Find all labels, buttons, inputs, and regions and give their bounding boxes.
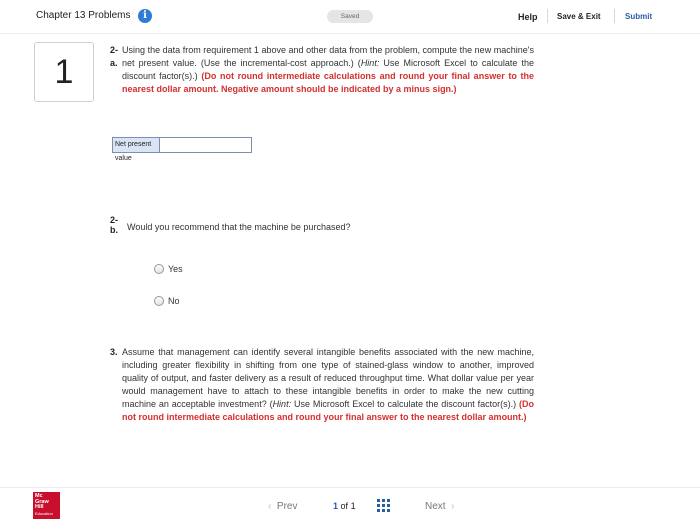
info-icon[interactable]: i	[138, 9, 152, 23]
part-2b-label-top: 2-	[110, 215, 119, 225]
radio-label-no: No	[168, 296, 180, 306]
part-2b-label	[110, 215, 118, 235]
logo-line-1: Mc	[35, 493, 43, 499]
save-exit-button[interactable]: Save & Exit	[557, 12, 601, 21]
prev-label: Prev	[276, 501, 298, 512]
part-2a-label-bottom: a.	[110, 58, 118, 68]
part-3-label: 3.	[110, 347, 118, 357]
prev-button[interactable]	[268, 501, 297, 512]
part-3-hint-word: Hint:	[272, 399, 292, 409]
radio-option-no[interactable]	[154, 296, 180, 306]
logo-line-4: Education	[35, 510, 53, 516]
logo-line-3: Hill	[35, 504, 44, 510]
header-divider	[614, 9, 615, 23]
part-2a-hint-word: Hint:	[360, 58, 380, 68]
help-button[interactable]: Help	[518, 12, 538, 22]
next-button[interactable]	[425, 501, 454, 512]
submit-button[interactable]: Submit	[625, 12, 653, 21]
part-2b-label-bottom: b.	[110, 225, 118, 235]
part-2a-text: Using the data from requirement 1 above and other data from the problem, compute the new machine's net present value. (Use the incremental-cost approach.) (	[122, 45, 534, 68]
part-3-text: Assume that management can identify several intangible benefits associated with the new machine, including greater flexibility in shifting from one type of stained-glass window to another, improved quality of output, and faster delivery as a result of reduced throughput time. What dollar value per year would management have to attach to these intangible benefits in order to make the new cutting machine an acceptable investment? (	[122, 347, 534, 409]
page-indicator	[333, 501, 356, 511]
radio-option-yes[interactable]	[154, 264, 183, 274]
radio-button-no[interactable]	[154, 296, 164, 306]
next-label: Next	[425, 501, 446, 512]
part-2a-question	[122, 44, 534, 96]
page-of: of	[340, 501, 349, 511]
part-2a-label-top: 2-	[110, 45, 119, 55]
question-number-box: 1	[34, 42, 94, 102]
mcgraw-hill-logo	[33, 492, 60, 519]
part-2a-instruction: (Do not round intermediate calculations and round your final answer to the nearest dollar amount. Negative amount should be indicated by a minus sign.)	[122, 71, 534, 94]
radio-label-yes: Yes	[168, 264, 183, 274]
page-total: 1	[350, 501, 356, 511]
chevron-left-icon: ‹	[268, 501, 272, 512]
npv-label: Net present value	[113, 138, 159, 152]
npv-input[interactable]	[159, 138, 251, 152]
page-current: 1	[333, 501, 339, 511]
radio-button-yes[interactable]	[154, 264, 164, 274]
part-2b-question: Would you recommend that the machine be purchased?	[127, 222, 351, 232]
logo-line-2: Graw	[35, 498, 49, 505]
grid-icon[interactable]	[377, 499, 390, 512]
part-3-instruction: (Do not round intermediate calculations and round your final answer to the nearest dollar amount.)	[122, 399, 534, 422]
part-2a-hint-text: Use Microsoft Excel to calculate the discount factor(s).)	[122, 58, 534, 81]
chapter-title: Chapter 13 Problems	[36, 10, 131, 21]
npv-field	[112, 137, 252, 162]
part-2a-label	[110, 44, 118, 70]
part-3-question	[122, 346, 534, 424]
saved-status-badge: Saved	[327, 10, 373, 23]
chevron-right-icon: ›	[451, 501, 455, 512]
part-3-hint-text: Use Microsoft Excel to calculate the discount factor(s).)	[291, 399, 519, 409]
header-divider	[547, 9, 548, 23]
